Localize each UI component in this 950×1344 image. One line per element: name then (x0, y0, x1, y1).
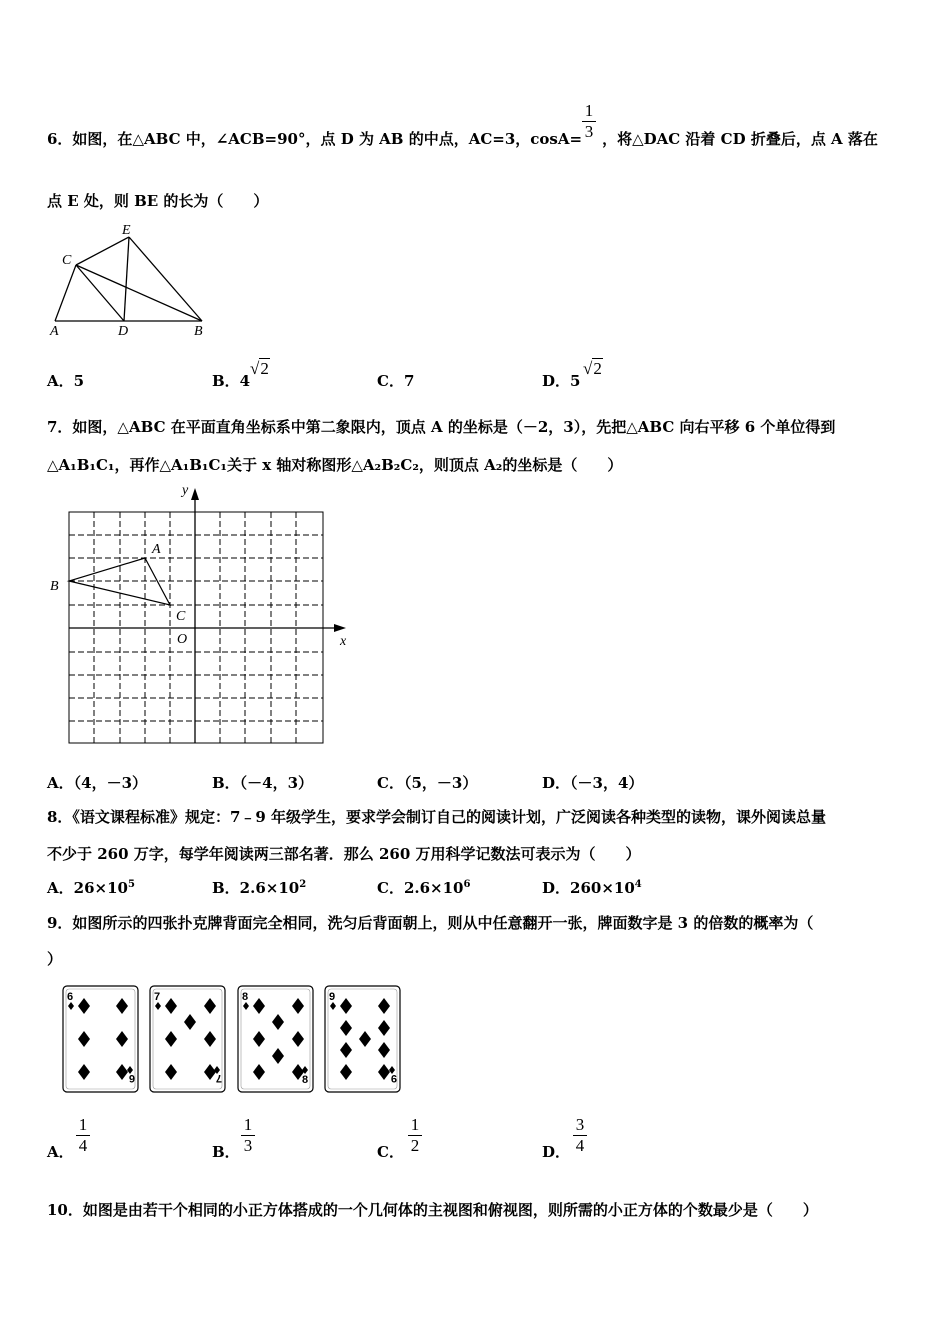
q9-option-a-den: 4 (78, 1136, 88, 1155)
q6-option-b[interactable] (212, 370, 250, 391)
q9-option-c-num: 1 (408, 1115, 422, 1136)
q6-option-d-label: D．5 (542, 372, 581, 390)
q6-triangle-figure (46, 218, 216, 338)
q7-stem-line1: 7．如图，△ABC 在平面直角坐标系中第二象限内，顶点 A 的坐标是（－2，3），先把△ABC 向右平移 6 个单位得到 (47, 418, 836, 436)
card-6 (63, 986, 138, 1092)
q8-option-c-base: C．2.6×10 (377, 879, 464, 897)
q6-option-b-label: B．4 (212, 372, 251, 390)
q8-option-d[interactable] (542, 877, 642, 898)
q9-option-c-fraction (408, 1115, 422, 1156)
q9-option-b-den: 3 (243, 1136, 253, 1155)
q6-label-A: A (50, 324, 59, 338)
svg-text:7: 7 (215, 1072, 222, 1084)
q9-option-d-fraction (573, 1115, 587, 1156)
q9-playing-cards (58, 982, 408, 1102)
q9-stem-line1: 9．如图所示的四张扑克牌背面完全相同，洗匀后背面朝上，则从中任意翻开一张，牌面数字是 3 的倍数的概率为（ (47, 914, 814, 932)
card-8-index: 8 (242, 991, 249, 1003)
q8-option-d-base: D．260×10 (542, 879, 635, 897)
q8-option-c-exp: 6 (463, 879, 471, 890)
q9-option-d-den: 4 (575, 1136, 585, 1155)
card-6-index: 6 (67, 991, 74, 1003)
q7-label-O: O (177, 632, 188, 647)
q7-axis-y-label: y (182, 483, 189, 498)
svg-text:6: 6 (128, 1072, 135, 1084)
q9-option-c[interactable]: C． (377, 1143, 404, 1161)
q9-option-b-fraction (241, 1115, 255, 1156)
q9-option-d[interactable]: D． (542, 1143, 571, 1161)
q7-label-A: A (152, 542, 161, 557)
q6-label-C: C (62, 253, 72, 268)
q8-stem-line2: 不少于 260 万字，每学年阅读两三部名著．那么 260 万用科学记数法可表示为（ ） (47, 845, 641, 863)
q6-cos-numerator: 1 (582, 101, 596, 122)
q9-option-a-fraction (76, 1115, 90, 1156)
q6-option-b-sqrt: √2 (250, 359, 269, 378)
q9-option-b[interactable]: B． (212, 1143, 240, 1161)
q6-cos-fraction (582, 101, 596, 142)
q9-option-a[interactable]: A． (47, 1143, 74, 1161)
q8-option-a-exp: 5 (127, 879, 135, 890)
q6-stem-line1: 6．如图，在△ABC 中，∠ACB=90°，点 D 为 AB 的中点，AC=3，cosA= ，将△DAC 沿着 CD 折叠后，点 A 落在 (47, 130, 878, 148)
svg-text:8: 8 (302, 1074, 309, 1086)
q7-label-B: B (50, 579, 59, 594)
q9-option-d-num: 3 (573, 1115, 587, 1136)
q7-option-c[interactable]: C．（5，－3） (377, 774, 478, 792)
q10-stem-line1: 10．如图是由若干个相同的小正方体搭成的一个几何体的主视图和俯视图，则所需的小正方体的个数最少是（ ） (47, 1201, 818, 1219)
q6-option-d-radicand: 2 (593, 359, 602, 378)
q8-option-d-exp: 4 (634, 879, 642, 890)
svg-text:9: 9 (390, 1072, 397, 1084)
q9-stem-line2: ） (47, 950, 63, 968)
card-8 (238, 986, 313, 1092)
q7-coordinate-grid (40, 480, 360, 750)
q6-option-a[interactable]: A．5 (47, 372, 85, 390)
q6-option-b-radicand: 2 (260, 359, 269, 378)
q6-label-E: E (122, 223, 131, 238)
q9-option-c-den: 2 (410, 1136, 420, 1155)
q8-option-a[interactable] (47, 877, 135, 898)
q6-option-d-sqrt: √2 (583, 359, 602, 378)
card-7 (150, 986, 225, 1092)
q8-option-b[interactable] (212, 877, 306, 898)
q7-label-C: C (176, 609, 186, 624)
q7-option-d[interactable]: D．（－3，4） (542, 774, 644, 792)
q6-option-d[interactable] (542, 370, 580, 391)
q6-label-B: B (194, 324, 203, 338)
q8-option-c[interactable] (377, 877, 470, 898)
q6-option-c[interactable]: C．7 (377, 372, 415, 390)
q8-option-b-base: B．2.6×10 (212, 879, 300, 897)
q8-option-b-exp: 2 (299, 879, 307, 890)
card-7-index: 7 (154, 991, 161, 1003)
q8-stem-line1: 8．《语文课程标准》规定：7﹣9 年级学生，要求学会制订自己的阅读计划，广泛阅读各种类型的读物，课外阅读总量 (47, 808, 827, 826)
card-9 (325, 986, 400, 1092)
card-9-index: 9 (329, 991, 336, 1003)
q6-stem-line2: 点 E 处，则 BE 的长为（ ） (47, 192, 269, 210)
q7-axis-x-label: x (340, 634, 347, 649)
q6-cos-denominator: 3 (584, 122, 594, 141)
q6-label-D: D (118, 324, 129, 338)
q7-option-a[interactable]: A．（4，－3） (47, 774, 148, 792)
q8-option-a-base: A．26×10 (47, 879, 128, 897)
q7-option-b[interactable]: B．（－4，3） (212, 774, 314, 792)
q9-option-a-num: 1 (76, 1115, 90, 1136)
q7-stem-line2: △A₁B₁C₁，再作△A₁B₁C₁关于 x 轴对称图形△A₂B₂C₂，则顶点 A₂的坐标是（ ） (47, 456, 623, 474)
q9-option-b-num: 1 (241, 1115, 255, 1136)
